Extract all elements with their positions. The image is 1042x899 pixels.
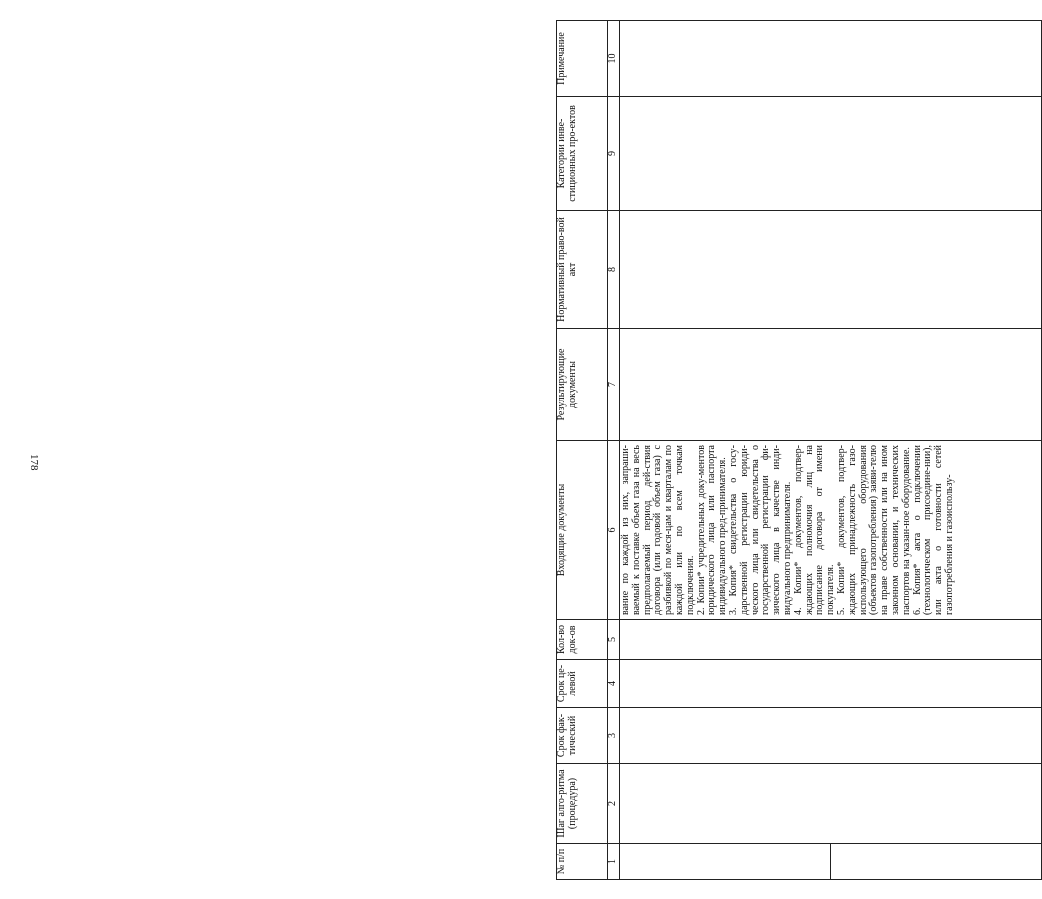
header-row (557, 21, 608, 880)
column-number-5: 5 (608, 620, 620, 660)
incoming-documents-cell (620, 441, 1042, 620)
header-col-4: Срок це-левой (557, 660, 608, 708)
column-number-4: 4 (608, 660, 620, 708)
header-col-2: Шаг алго-ритма (процедура) (557, 764, 608, 844)
incoming-doc-paragraph: 6. Копия* акта о подключении (технологическом присоедине-нии), или акта о готовности сетей газопотребления и газоиспользу- (911, 445, 955, 615)
cell-col-1 (620, 844, 1042, 880)
incoming-doc-paragraph: 4. Копии* документов, подтвер-ждающих полномочия лиц на подписание договора от имени покупателя. (792, 445, 837, 615)
header-col-7: Результирующие документы (557, 329, 608, 441)
cell-col-4 (620, 660, 1042, 708)
column-number-9: 9 (608, 97, 620, 211)
incoming-doc-paragraph: 3. Копия* свидетельства о госу-дарственной регистрации юриди-ческого лица или свидетельства о государственной регистрации фи-зического лица в качестве инди-видуального предпринимателя. (727, 445, 793, 615)
header-col-10: Примечание (557, 21, 608, 97)
column-number-10: 10 (608, 21, 620, 97)
cell-col-9 (620, 97, 1042, 211)
cell-col-3 (620, 708, 1042, 764)
col1-bottom-cell (830, 844, 1041, 879)
header-col-9: Категории инве-стиционных про-ектов (557, 97, 608, 211)
cell-col-2 (620, 764, 1042, 844)
page-number: 178 (28, 454, 40, 471)
table-row (620, 21, 1042, 880)
column-number-3: 3 (608, 708, 620, 764)
cell-col-10 (620, 21, 1042, 97)
column-number-row (608, 21, 620, 880)
rotated-table-container (556, 21, 1039, 880)
header-col-3: Срок фак-тический (557, 708, 608, 764)
cell-col-7 (620, 329, 1042, 441)
header-col-8: Нормативный право-вой акт (557, 211, 608, 329)
column-number-1: 1 (608, 844, 620, 880)
column-number-7: 7 (608, 329, 620, 441)
col1-split (620, 844, 1041, 879)
incoming-doc-paragraph: 2. Копии* учредительных доку-ментов юридического лица или паспорта индивидуального пред-принимателя. (695, 445, 729, 615)
procedure-table (556, 20, 1042, 880)
header-col-6: Входящие документы (557, 441, 608, 620)
column-number-2: 2 (608, 764, 620, 844)
column-number-8: 8 (608, 211, 620, 329)
incoming-doc-paragraph: вание по каждой из них, запраши-ваемый к поставке объем газа на весь предполагаемый период дей-ствия договора (или годовой объем газа) с разбивкой по меся-цам и кварталам по каждой или по всем точкам подключения. (620, 445, 696, 615)
header-col-1: № п/п (557, 844, 608, 880)
incoming-doc-paragraph: 5. Копии* документов, подтвер-ждающих принадлежность газо-использующего оборудования (объектов газопотребления) заяви-телю на праве собственности или на ином законном основании, и технических паспортов на указан-ное оборудование. (835, 445, 912, 615)
col1-top-cell (620, 844, 830, 879)
header-col-5: Кол-во док-ов (557, 620, 608, 660)
cell-col-5 (620, 620, 1042, 660)
cell-col-8 (620, 211, 1042, 329)
column-number-6: 6 (608, 441, 620, 620)
